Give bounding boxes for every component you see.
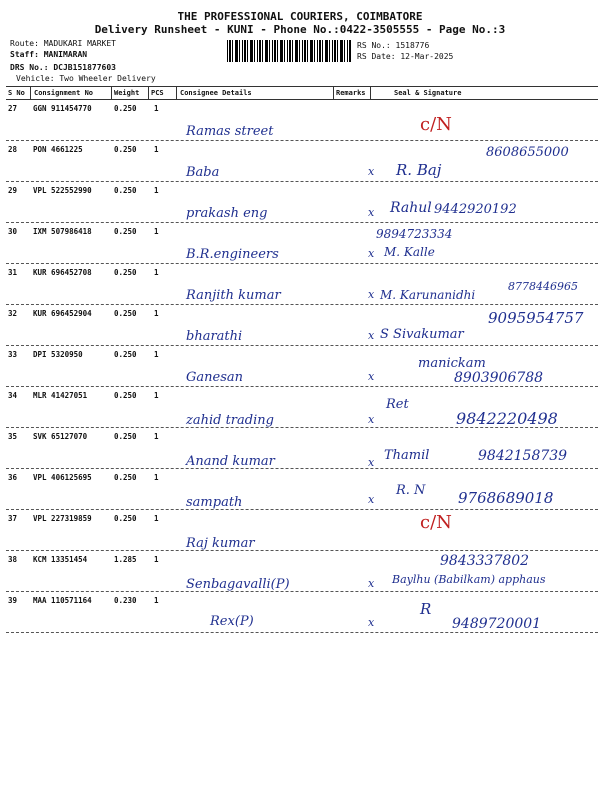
rs-date-line [357,52,453,62]
row-consignee: Ganesan [186,370,243,385]
row-phone: 9489720001 [452,616,542,632]
row-consignment: PON 4661225 [33,145,83,154]
row-weight: 0.250 [114,227,137,236]
table-row [0,305,600,346]
row-weight: 0.230 [114,596,137,605]
col-header-remarks: Remarks [336,89,366,97]
row-sno: 31 [8,268,18,277]
row-mark: x [368,616,375,629]
row-signature: S Sivakumar [380,327,464,342]
row-mark: x [368,329,375,342]
row-weight: 0.250 [114,391,137,400]
row-phone: 9842220498 [456,409,558,428]
row-sno: 35 [8,432,18,441]
row-sno: 37 [8,514,18,523]
row-mark: x [368,247,375,260]
row-consignee: Baba [186,165,220,180]
row-consignment: KUR 696452708 [33,268,92,277]
row-consignee: prakash eng [186,206,268,221]
table-row [0,264,600,305]
table-row [0,346,600,387]
row-consignee: Anand kumar [186,454,275,469]
col-divider [333,86,334,99]
row-weight: 0.250 [114,350,137,359]
row-mark: x [368,493,375,506]
rs-no-value: 1518776 [395,41,430,50]
rs-date-label: RS Date: [357,52,396,61]
vehicle-line [16,74,156,84]
row-sno: 38 [8,555,18,564]
rs-date-value: 12-Mar-2025 [400,52,454,61]
row-sno: 32 [8,309,18,318]
col-divider [148,86,149,99]
col-header-consignment: Consignment No [34,89,94,97]
col-divider [30,86,31,99]
row-signature: c/N [420,114,452,135]
route-label: Route: [10,39,39,48]
row-mark: x [368,370,375,383]
row-pcs: 1 [154,391,159,400]
row-weight: 0.250 [114,186,137,195]
row-sno: 36 [8,473,18,482]
row-phone: 8903906788 [454,370,544,386]
row-weight: 0.250 [114,473,137,482]
staff-value: MANIMARAN [43,50,88,59]
row-pcs: 1 [154,596,159,605]
row-mark: x [368,413,375,426]
row-phone: 9842158739 [478,448,568,464]
rs-no-label: RS No.: [357,41,391,50]
row-consignee: Ranjith kumar [186,288,281,303]
drs-label: DRS No.: [10,63,49,72]
row-sno: 39 [8,596,18,605]
row-consignment: DPI 5320950 [33,350,83,359]
row-pcs: 1 [154,309,159,318]
row-signature: Thamil [384,448,430,463]
row-mark: x [368,206,375,219]
staff-line [10,50,87,60]
row-signature: Ret [386,397,409,412]
row-pcs: 1 [154,432,159,441]
row-pcs: 1 [154,268,159,277]
route-line [10,39,116,49]
row-consignment: SVK 65127070 [33,432,88,441]
row-pcs: 1 [154,227,159,236]
row-pcs: 1 [154,186,159,195]
row-divider [6,632,598,633]
row-consignment: GGN 911454770 [33,104,92,113]
row-signature: manickam [418,356,486,371]
table-top-rule [6,86,598,87]
vehicle-value: Two Wheeler Delivery [59,74,156,83]
col-divider [370,86,371,99]
row-consignment: IXM 507986418 [33,227,92,236]
col-header-consignee: Consignee Details [180,89,252,97]
row-consignee: bharathi [186,329,243,344]
row-consignment: KUR 696452904 [33,309,92,318]
row-phone: 9442920192 [434,202,517,217]
row-phone: 8778446965 [508,280,578,293]
row-phone: 9768689018 [458,489,554,507]
table-row [0,182,600,223]
route-value: MADUKARI MARKET [43,39,116,48]
table-row [0,592,600,633]
row-weight: 0.250 [114,309,137,318]
vehicle-label: Vehicle: [16,74,55,83]
row-consignee: sampath [186,495,243,510]
runsheet-subtitle: Delivery Runsheet - KUNI - Phone No.:0422-3505555 - Page No.:3 [94,23,506,36]
row-weight: 0.250 [114,432,137,441]
row-pcs: 1 [154,350,159,359]
row-consignee: B.R.engineers [186,247,279,262]
row-signature: R. N [396,483,426,498]
col-header-signature: Seal & Signature [394,89,462,97]
row-mark: x [368,456,375,469]
row-consignee: Raj kumar [186,536,255,551]
row-pcs: 1 [154,555,159,564]
row-pcs: 1 [154,145,159,154]
company-title: THE PROFESSIONAL COURIERS, COIMBATORE [177,10,423,23]
row-sno: 34 [8,391,18,400]
row-phone: 9095954757 [488,309,584,327]
drs-value: DCJB151877603 [53,63,116,72]
row-signature: Baylhu (Babilkam) apphaus [392,573,546,586]
row-phone: 9894723334 [376,227,453,241]
row-weight: 0.250 [114,145,137,154]
row-consignee: Ramas street [186,124,274,139]
row-weight: 1.285 [114,555,137,564]
row-consignment: VPL 406125695 [33,473,92,482]
row-consignee: zahid trading [186,413,274,428]
row-phone: 8608655000 [486,145,569,160]
row-sno: 33 [8,350,18,359]
table-row [0,551,600,592]
row-consignment: MLR 41427051 [33,391,88,400]
row-consignee: Senbagavalli(P) [186,577,290,592]
row-consignee: Rex(P) [210,614,254,629]
row-signature: M. Kalle [384,245,435,259]
col-divider [176,86,177,99]
row-signature: M. Karunanidhi [380,288,476,302]
row-signature: Rahul [390,200,432,216]
table-row [0,510,600,551]
row-consignment: MAA 110571164 [33,596,92,605]
table-row [0,428,600,469]
table-row [0,387,600,428]
table-row [0,141,600,182]
row-mark: x [368,577,375,590]
table-row [0,100,600,141]
row-mark: x [368,165,375,178]
col-header-weight: Weight [114,89,140,97]
row-sno: 27 [8,104,18,113]
row-mark: x [368,288,375,301]
row-signature: c/N [420,512,452,533]
row-consignment: VPL 227319859 [33,514,92,523]
drs-line [10,63,116,73]
row-sno: 30 [8,227,18,236]
col-header-pcs: PCS [151,89,164,97]
row-signature: R. Baj [396,161,442,179]
rs-no-line [357,41,429,51]
table-row [0,469,600,510]
barcode-icon [227,40,352,62]
row-consignment: KCM 13351454 [33,555,88,564]
row-pcs: 1 [154,514,159,523]
row-phone: 9843337802 [440,553,530,569]
staff-label: Staff: [10,50,39,59]
row-consignment: VPL 522552990 [33,186,92,195]
col-divider [111,86,112,99]
row-weight: 0.250 [114,104,137,113]
col-header-sno: S No [8,89,25,97]
table-row [0,223,600,264]
row-signature: R [420,600,432,618]
row-weight: 0.250 [114,268,137,277]
row-sno: 29 [8,186,18,195]
row-weight: 0.250 [114,514,137,523]
row-sno: 28 [8,145,18,154]
row-pcs: 1 [154,104,159,113]
row-pcs: 1 [154,473,159,482]
